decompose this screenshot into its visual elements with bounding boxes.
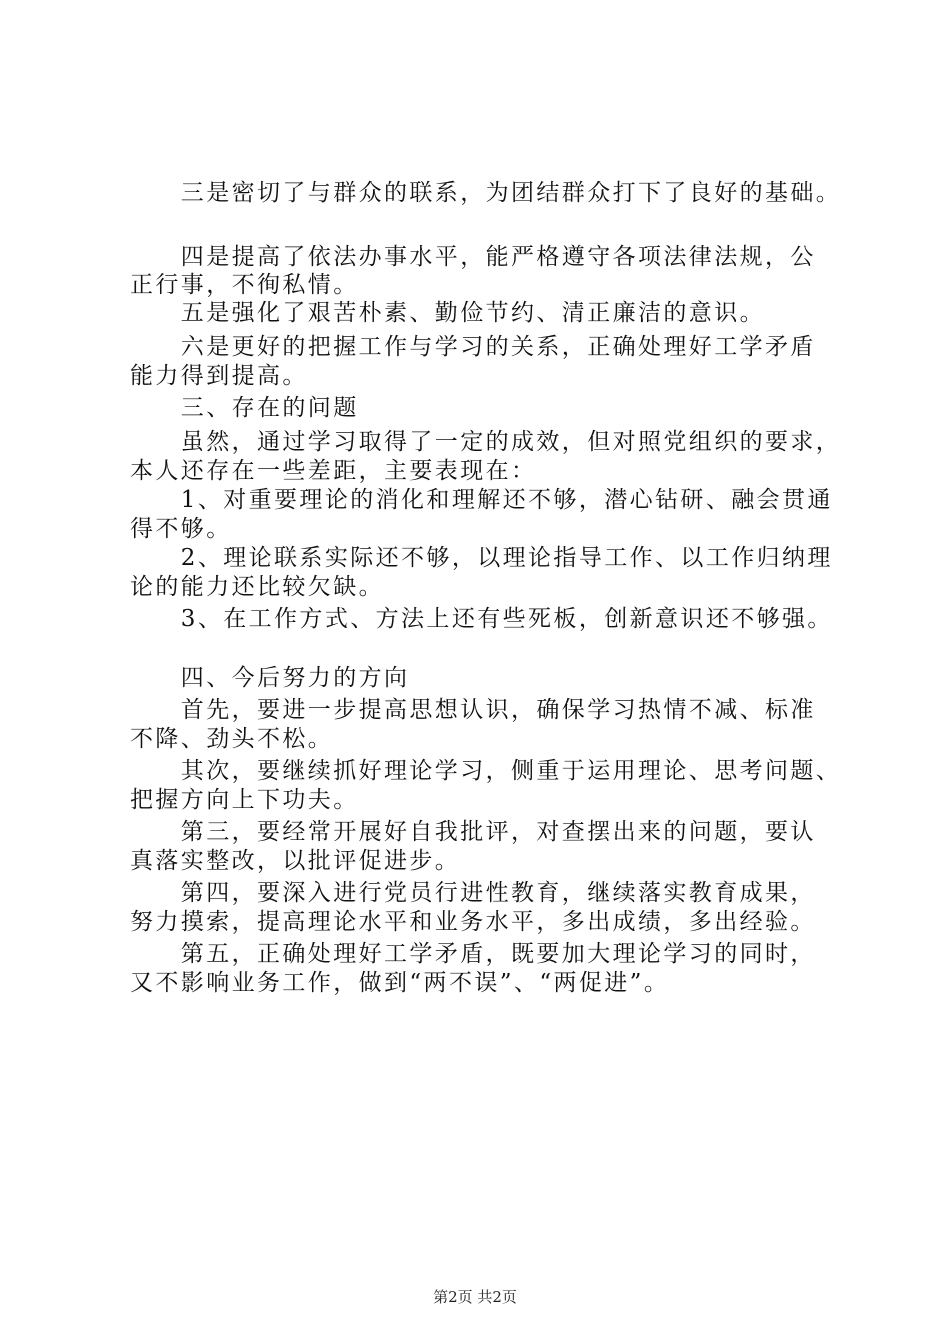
body-line: 三是密切了与群众的联系，为团结群众打下了良好的基础。	[130, 180, 842, 206]
body-line: 正行事，不徇私情。	[130, 272, 359, 298]
body-line: 五是强化了艰苦朴素、勤俭节约、清正廉洁的意识。	[130, 300, 765, 326]
body-line: 第三，要经常开展好自我批评，对查摆出来的问题，要认	[130, 819, 816, 845]
body-line: 3、在工作方式、方法上还有些死板，创新意识还不够强。	[130, 606, 833, 632]
body-line: 本人还存在一些差距，主要表现在：	[130, 458, 537, 484]
body-line: 第五，正确处理好工学矛盾，既要加大理论学习的同时，	[130, 941, 816, 967]
body-line: 努力摸索，提高理论水平和业务水平，多出成绩，多出经验。	[130, 909, 816, 935]
body-line: 2、理论联系实际还不够，以理论指导工作、以工作归纳理	[130, 545, 833, 571]
body-line: 四是提高了依法办事水平，能严格遵守各项法律法规，公	[130, 244, 816, 270]
body-line: 能力得到提高。	[130, 363, 308, 389]
body-line: 虽然，通过学习取得了一定的成效，但对照党组织的要求，	[130, 429, 842, 455]
body-line: 论的能力还比较欠缺。	[130, 574, 384, 600]
body-line: 把握方向上下功夫。	[130, 787, 359, 813]
section-heading: 三、存在的问题	[130, 395, 359, 421]
body-line: 第四，要深入进行党员行进性教育，继续落实教育成果，	[130, 880, 816, 906]
body-line: 又不影响业务工作，做到“两不误”、“两促进”。	[130, 970, 670, 996]
body-line: 六是更好的把握工作与学习的关系，正确处理好工学矛盾	[130, 334, 816, 360]
page-number: 第2页 共2页	[433, 1288, 517, 1306]
body-line: 首先，要进一步提高思想认识，确保学习热情不减、标准	[130, 697, 816, 723]
body-line: 得不够。	[130, 516, 232, 542]
section-heading: 四、今后努力的方向	[130, 665, 410, 691]
body-line: 真落实整改，以批评促进步。	[130, 848, 461, 874]
body-line: 不降、劲头不松。	[130, 726, 334, 752]
body-line: 其次，要继续抓好理论学习，侧重于运用理论、思考问题、	[130, 758, 842, 784]
body-line: 1、对重要理论的消化和理解还不够，潜心钻研、融会贯通	[130, 487, 833, 513]
